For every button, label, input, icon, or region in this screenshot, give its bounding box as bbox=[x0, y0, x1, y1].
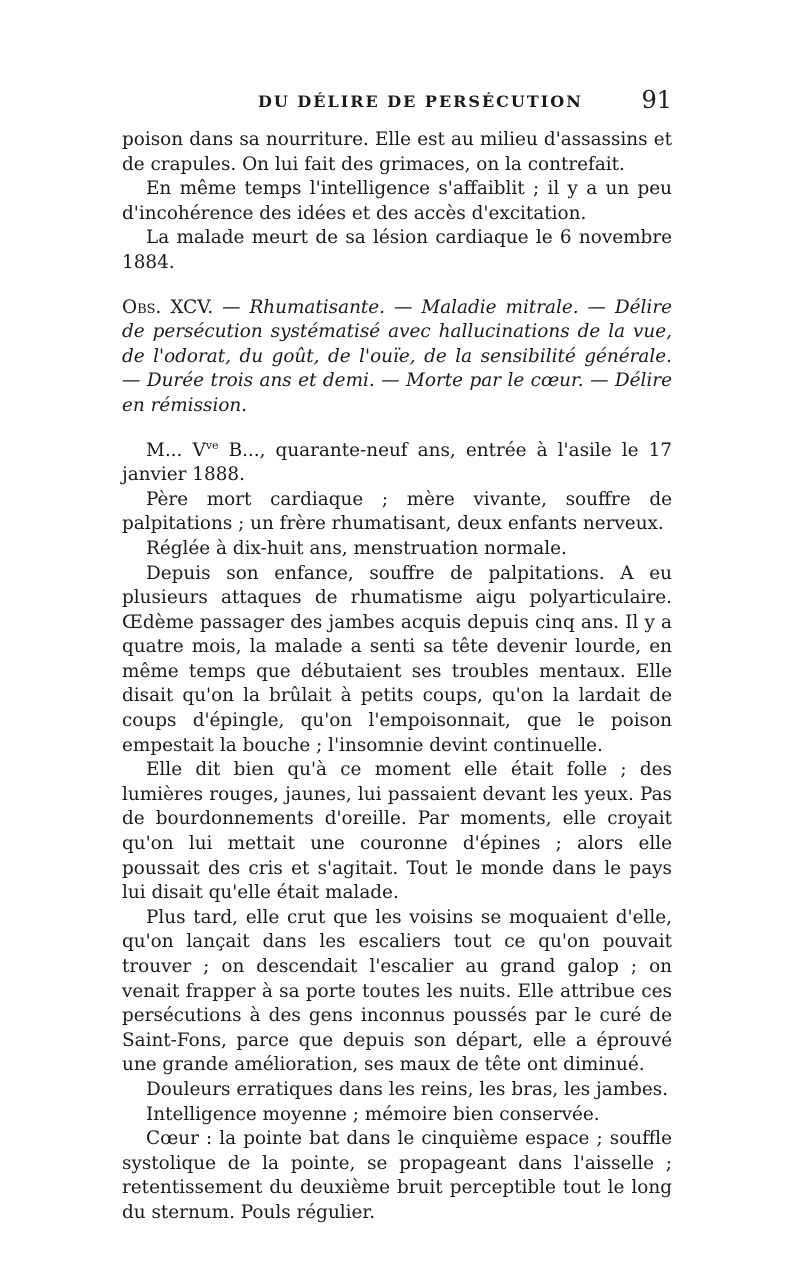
page-body bbox=[122, 128, 672, 1226]
paragraph: Intelligence moyenne ; mémoire bien conservée. bbox=[146, 1103, 600, 1125]
paragraph: La malade meurt de sa lésion cardiaque le 6 novembre 1884. bbox=[122, 227, 672, 273]
paragraph: En même temps l'intelligence s'affaiblit ; il y a un peu d'incohérence des idées et des accès d'excitation. bbox=[122, 178, 672, 224]
observation-number: Obs. XCV. — bbox=[122, 296, 241, 318]
paragraph: Cœur : la pointe bat dans le cinquième espace ; souffle systolique de la pointe, se propageant dans l'aisselle ; retentissement du deuxième bruit perceptible tout le long du sternum. Pouls régulier. bbox=[122, 1128, 672, 1223]
paragraph: Douleurs erratiques dans les reins, les bras, les jambes. bbox=[146, 1078, 669, 1100]
paragraph: Elle dit bien qu'à ce moment elle était folle ; des lumières rouges, jaunes, lui passaient devant les yeux. Pas de bourdonnements d'oreille. Par moments, elle croyait qu'on lui mettait une couronne d'épines ; alors elle poussait des cris et s'agitait. Tout le monde dans le pays lui disait qu'elle était malade. bbox=[122, 759, 672, 904]
paragraph: Plus tard, elle crut que les voisins se moquaient d'elle, qu'on lançait dans les escaliers tout ce qu'on pouvait trouver ; on descendait l'escalier au grand galop ; on venait frapper à sa porte toutes les nuits. Elle attribue ces persécutions à des gens inconnus poussés par le curé de Saint-Fons, parce que depuis son départ, elle a éprouvé une grande amélioration, ses maux de tête ont diminué. bbox=[122, 906, 672, 1076]
paragraph: Réglée à dix-huit ans, menstruation normale. bbox=[146, 537, 567, 559]
observation-heading bbox=[122, 296, 672, 419]
paragraph: Père mort cardiaque ; mère vivante, souffre de palpitations ; un frère rhumatisant, deux enfants nerveux. bbox=[122, 488, 672, 535]
page-header bbox=[122, 86, 672, 122]
patient-title-superscript: ve bbox=[205, 438, 219, 452]
observation-title: Rhumatisante. — Maladie mitrale. — Délire de persécution systématisé avec hallucinations de la vue, de l'odorat, du goût, de l'ouïe, de la sensibilité générale. — Durée trois ans et demi. — Morte par le cœur. — Délire en rémission. bbox=[122, 296, 672, 416]
spacer bbox=[122, 276, 672, 296]
page-number: 91 bbox=[641, 86, 672, 114]
paragraph: poison dans sa nourriture. Elle est au milieu d'assassins et de crapules. On lui fait des grimaces, on la contrefait. bbox=[122, 129, 672, 175]
spacer bbox=[122, 419, 672, 439]
running-title: DU DÉLIRE DE PERSÉCUTION bbox=[258, 92, 583, 111]
paragraph: Depuis son enfance, souffre de palpitations. A eu plusieurs attaques de rhumatisme aigu polyarticulaire. Œdème passager des jambes acquis depuis cinq ans. Il y a quatre mois, la malade a senti sa tête devenir lourde, en même temps que débutaient ses troubles mentaux. Elle disait qu'on la brûlait à petits coups, qu'on la lardait de coups d'épingle, qu'on l'empoisonnait, que le poison empestait la bouche ; l'insomnie devint continuelle. bbox=[122, 562, 672, 756]
case-intro-text: B..., quarante-neuf ans, entrée à l'asile le 17 janvier 1888. bbox=[122, 439, 673, 486]
case-intro bbox=[122, 439, 672, 488]
patient-initial: M... V bbox=[146, 439, 206, 461]
